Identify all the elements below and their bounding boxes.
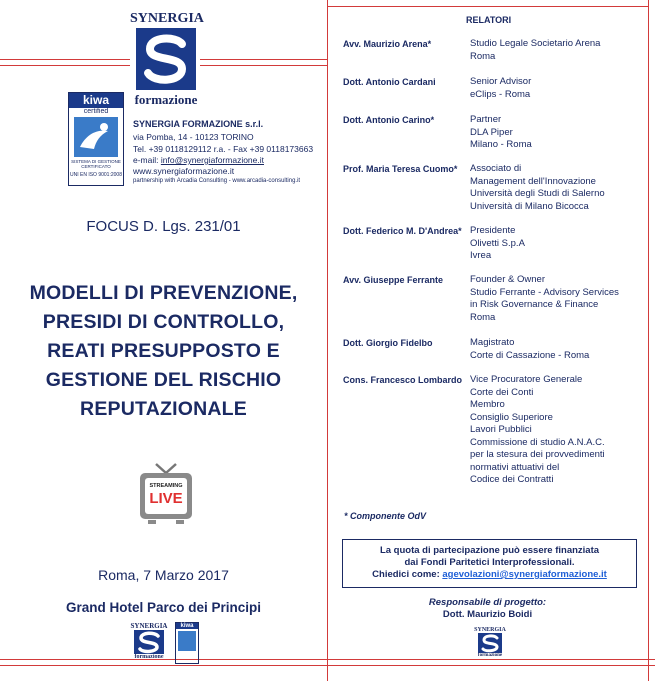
email-label: e-mail:	[133, 155, 161, 165]
center-fold-line	[327, 0, 328, 681]
speaker-role-line: Membro	[470, 399, 505, 410]
speaker-name: Dott. Giorgio Fidelbo	[343, 338, 433, 348]
kiwa-certified-badge	[68, 92, 124, 186]
funding-line-1: La quota di partecipazione può essere finanziata	[379, 545, 600, 556]
funding-line-3	[343, 569, 636, 581]
funding-ask-label: Chiedici come:	[372, 569, 443, 580]
footer-brand-sub: formazione	[477, 653, 503, 658]
small-brand-name: SYNERGIA	[130, 622, 168, 630]
company-address: via Pomba, 14 - 10123 TORINO	[133, 132, 254, 142]
headline-line-4: GESTIONE DEL RISCHIO	[45, 369, 282, 391]
kiwa-certified: certified	[83, 108, 109, 115]
speaker-role	[470, 337, 589, 362]
event-venue: Grand Hotel Parco dei Principi	[65, 600, 262, 615]
speaker-role	[470, 163, 605, 213]
speaker-role-line: Studio Legale Societario Arena	[470, 38, 601, 49]
funding-box	[342, 539, 637, 588]
speaker-role-line: Codice dei Contratti	[470, 474, 554, 485]
speaker-role-line: Founder & Owner	[470, 274, 545, 285]
headline-line-2: PRESIDI DI CONTROLLO,	[42, 311, 285, 333]
headline	[0, 279, 327, 424]
company-phone: Tel. +39 0118129112 r.a. - Fax +39 0118173663	[133, 144, 314, 154]
speaker-role-line: per la stesura dei provvedimenti	[470, 449, 605, 460]
speaker-name: Dott. Federico M. D'Andrea*	[343, 226, 462, 236]
top-rule-left	[0, 59, 130, 60]
top-rule-right-2	[200, 65, 327, 66]
bottom-rule	[0, 659, 655, 660]
streaming-text: STREAMING	[149, 483, 183, 489]
odv-note: * Componente OdV	[344, 511, 427, 521]
speaker-name: Cons. Francesco Lombardo	[343, 375, 463, 385]
responsabile-name: Dott. Maurizio Boidi	[442, 609, 533, 620]
speaker-role-line: Roma	[470, 311, 496, 323]
speaker-role-line: Management dell'Innovazione	[470, 175, 596, 187]
speaker-role-line: Ivrea	[470, 250, 492, 261]
speaker-role-line: Vice Procuratore Generale	[470, 374, 583, 385]
speaker-role-line: Università degli Studi di Salerno	[470, 188, 605, 199]
funding-line-2: dai Fondi Paritetici Interprofessionali.	[404, 557, 575, 568]
speaker-role-line: in Risk Governance & Finance	[470, 299, 599, 310]
speaker-name: Prof. Maria Teresa Cuomo*	[343, 164, 458, 174]
speaker-role	[470, 38, 600, 63]
partnership-text: partnership with Arcadia Consulting - www.arcadia-consulting.it	[133, 178, 301, 184]
speaker-role-line: Corte di Cassazione - Roma	[470, 349, 590, 361]
speaker-role-line: Milano - Roma	[470, 139, 532, 150]
brand-name: SYNERGIA	[130, 11, 204, 26]
speaker-role	[470, 76, 531, 101]
speaker-role-line: Consiglio Superiore	[470, 411, 553, 423]
speaker-role	[470, 225, 525, 263]
kiwa-name: kiwa	[69, 93, 123, 108]
headline-line-1: MODELLI DI PREVENZIONE,	[29, 282, 298, 304]
small-brand-sub: formazione	[134, 654, 164, 660]
speaker-role-line: DLA Piper	[470, 126, 513, 138]
speaker-role	[470, 274, 619, 324]
responsabile-label: Responsabile di progetto:	[428, 597, 547, 608]
speaker-name: Avv. Maurizio Arena*	[343, 39, 432, 49]
brand-sub: formazione	[134, 92, 198, 107]
company-website[interactable]: www.synergiaformazione.it	[133, 166, 235, 176]
speaker-role-line: Corte dei Conti	[470, 386, 534, 398]
funding-email-link[interactable]: agevolazioni@synergiaformazione.it	[442, 569, 607, 580]
kiwa-small-badge	[175, 622, 199, 664]
speaker-name: Dott. Antonio Carino*	[343, 115, 435, 125]
speaker-role-line: eClips - Roma	[470, 88, 531, 100]
kiwa-emblem-icon	[74, 117, 118, 157]
synergia-logo	[136, 28, 196, 90]
top-rule-right	[200, 59, 327, 60]
synergia-small-logo	[129, 622, 169, 664]
speaker-role	[470, 114, 532, 152]
synergia-footer-logo	[473, 627, 507, 663]
relatori-title: RELATORI	[466, 15, 512, 25]
speaker-role-line: Associato di	[470, 163, 522, 174]
speaker-role-line: Magistrato	[470, 337, 515, 348]
speaker-role-line: Università di Milano Bicocca	[470, 200, 589, 212]
event-date: Roma, 7 Marzo 2017	[98, 567, 229, 583]
headline-line-5: REPUTAZIONALE	[80, 398, 247, 420]
kiwa-system: SISTEMA DI GESTIONE CERTIFICATO	[71, 159, 121, 169]
speaker-role-line: Lavori Pubblici	[470, 424, 532, 435]
kiwa-small-name: kiwa	[176, 623, 198, 629]
right-top-rule	[327, 6, 648, 7]
speaker-role-line: normativi attuativi del	[470, 461, 560, 473]
speaker-role	[470, 374, 605, 487]
speaker-role-line: Olivetti S.p.A	[470, 237, 525, 249]
email-link[interactable]: info@synergiaformazione.it	[160, 155, 264, 165]
speaker-name: Dott. Antonio Cardani	[343, 77, 436, 87]
company-name: SYNERGIA FORMAZIONE s.r.l.	[133, 119, 264, 129]
speaker-role-line: Studio Ferrante - Advisory Services	[470, 286, 619, 298]
bottom-rule-2	[0, 665, 655, 666]
speaker-name: Avv. Giuseppe Ferrante	[343, 275, 444, 285]
focus-title: FOCUS D. Lgs. 231/01	[86, 218, 241, 235]
speaker-role-line: Presidente	[470, 225, 516, 236]
right-edge-line	[648, 0, 649, 681]
speaker-role-line: Senior Advisor	[470, 76, 532, 87]
headline-line-3: REATI PRESUPPOSTO E	[47, 340, 280, 362]
speaker-role-line: Commissione di studio A.N.A.C.	[470, 436, 605, 448]
live-text: LIVE	[149, 490, 183, 507]
speaker-role-line: Partner	[470, 114, 502, 125]
kiwa-small-emblem-icon	[178, 631, 196, 651]
footer-brand-name: SYNERGIA	[474, 627, 506, 633]
kiwa-iso: UNI EN ISO 9001:2008	[70, 172, 122, 178]
speaker-role-line: Roma	[470, 50, 496, 62]
company-email-line	[133, 155, 264, 166]
top-rule-left-2	[0, 65, 130, 66]
